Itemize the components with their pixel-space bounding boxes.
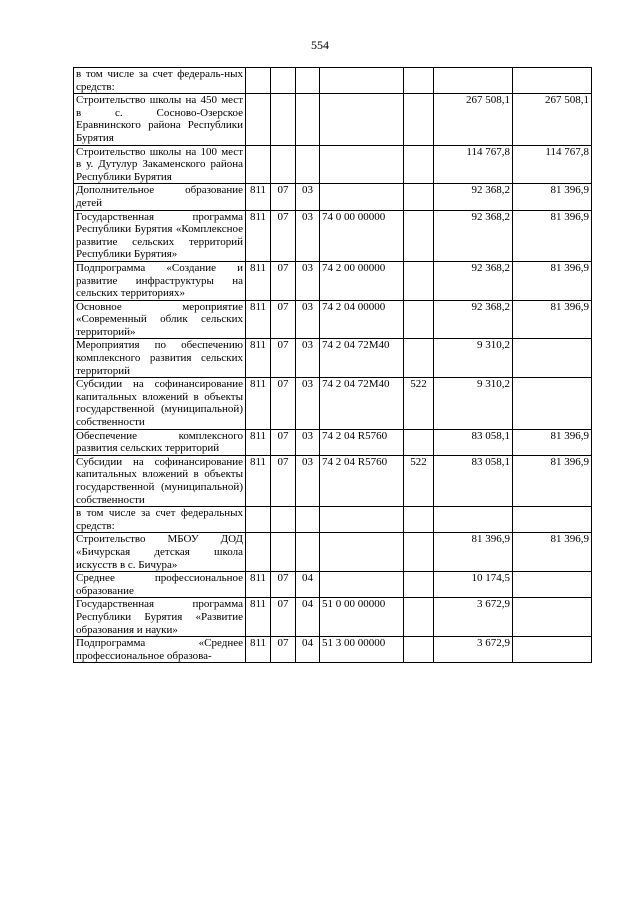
amount-year1-cell: 81 396,9: [434, 533, 513, 572]
ministry-code-cell: 811: [246, 572, 271, 598]
table-row: [74, 507, 592, 533]
target-article-code-cell: 51 0 00 00000: [320, 598, 404, 637]
amount-year2-cell: 81 396,9: [513, 184, 592, 210]
amount-year2-cell: [513, 378, 592, 429]
amount-year2-cell: 114 767,8: [513, 145, 592, 184]
section-code-cell: [271, 94, 296, 145]
table-row: [74, 429, 592, 455]
target-article-code-cell: [320, 572, 404, 598]
subsection-code-cell: 03: [296, 339, 320, 378]
subsection-code-cell: [296, 68, 320, 94]
target-article-code-cell: 74 2 00 00000: [320, 261, 404, 300]
target-article-code-cell: 51 3 00 00000: [320, 637, 404, 663]
table-row: [74, 145, 592, 184]
table-row: [74, 378, 592, 429]
ministry-code-cell: 811: [246, 378, 271, 429]
amount-year1-cell: [434, 68, 513, 94]
table-row: [74, 339, 592, 378]
amount-year1-cell: 92 368,2: [434, 300, 513, 339]
amount-year1-cell: 9 310,2: [434, 339, 513, 378]
amount-year1-cell: 3 672,9: [434, 637, 513, 663]
ministry-code-cell: [246, 533, 271, 572]
target-article-code-cell: [320, 184, 404, 210]
subsection-code-cell: [296, 94, 320, 145]
section-code-cell: 07: [271, 210, 296, 261]
section-code-cell: [271, 145, 296, 184]
row-name-cell: Государственная программа Республики Бурятия «Развитие образования и науки»: [74, 598, 246, 637]
target-article-code-cell: 74 0 00 00000: [320, 210, 404, 261]
section-code-cell: [271, 533, 296, 572]
row-name-cell: Строительство МБОУ ДОД «Бичурская детская школа искусств в с. Бичура»: [74, 533, 246, 572]
row-name-cell: Строительство школы на 100 мест в у. Дутулур Закаменского района Республики Бурятия: [74, 145, 246, 184]
row-name-cell: в том числе за счет федераль-ных средств:: [74, 68, 246, 94]
table-row: [74, 94, 592, 145]
table-row: [74, 572, 592, 598]
amount-year1-cell: 92 368,2: [434, 261, 513, 300]
amount-year2-cell: 81 396,9: [513, 261, 592, 300]
expense-type-code-cell: [404, 507, 434, 533]
expense-type-code-cell: 522: [404, 455, 434, 506]
target-article-code-cell: [320, 533, 404, 572]
row-name-cell: Подпрограмма «Среднее профессиональное образова-: [74, 637, 246, 663]
section-code-cell: 07: [271, 184, 296, 210]
target-article-code-cell: 74 2 04 R5760: [320, 429, 404, 455]
ministry-code-cell: [246, 68, 271, 94]
ministry-code-cell: [246, 94, 271, 145]
amount-year2-cell: [513, 68, 592, 94]
subsection-code-cell: 04: [296, 572, 320, 598]
ministry-code-cell: 811: [246, 210, 271, 261]
expense-type-code-cell: [404, 145, 434, 184]
amount-year2-cell: [513, 637, 592, 663]
section-code-cell: 07: [271, 429, 296, 455]
table-row: [74, 533, 592, 572]
subsection-code-cell: 03: [296, 378, 320, 429]
ministry-code-cell: [246, 145, 271, 184]
amount-year2-cell: 81 396,9: [513, 429, 592, 455]
expense-type-code-cell: [404, 210, 434, 261]
expense-type-code-cell: [404, 533, 434, 572]
target-article-code-cell: [320, 68, 404, 94]
subsection-code-cell: [296, 145, 320, 184]
section-code-cell: 07: [271, 339, 296, 378]
section-code-cell: 07: [271, 455, 296, 506]
ministry-code-cell: 811: [246, 300, 271, 339]
subsection-code-cell: 04: [296, 598, 320, 637]
amount-year1-cell: 92 368,2: [434, 210, 513, 261]
subsection-code-cell: [296, 507, 320, 533]
row-name-cell: Основное мероприятие «Современный облик сельских территорий»: [74, 300, 246, 339]
expense-type-code-cell: [404, 637, 434, 663]
section-code-cell: 07: [271, 378, 296, 429]
ministry-code-cell: 811: [246, 455, 271, 506]
section-code-cell: 07: [271, 300, 296, 339]
amount-year1-cell: 114 767,8: [434, 145, 513, 184]
target-article-code-cell: 74 2 04 72M40: [320, 339, 404, 378]
target-article-code-cell: 74 2 04 R5760: [320, 455, 404, 506]
row-name-cell: Обеспечение комплексного развития сельских территорий: [74, 429, 246, 455]
subsection-code-cell: 03: [296, 184, 320, 210]
amount-year1-cell: 92 368,2: [434, 184, 513, 210]
amount-year1-cell: 267 508,1: [434, 94, 513, 145]
section-code-cell: 07: [271, 261, 296, 300]
target-article-code-cell: [320, 94, 404, 145]
subsection-code-cell: [296, 533, 320, 572]
expense-type-code-cell: [404, 429, 434, 455]
subsection-code-cell: 04: [296, 637, 320, 663]
ministry-code-cell: 811: [246, 339, 271, 378]
target-article-code-cell: [320, 145, 404, 184]
table-row: [74, 455, 592, 506]
amount-year2-cell: [513, 572, 592, 598]
amount-year1-cell: 3 672,9: [434, 598, 513, 637]
table-row: [74, 598, 592, 637]
expense-type-code-cell: [404, 339, 434, 378]
ministry-code-cell: 811: [246, 261, 271, 300]
table-row: [74, 637, 592, 663]
expense-type-code-cell: [404, 572, 434, 598]
ministry-code-cell: [246, 507, 271, 533]
subsection-code-cell: 03: [296, 261, 320, 300]
amount-year2-cell: [513, 507, 592, 533]
section-code-cell: 07: [271, 572, 296, 598]
table-row: [74, 300, 592, 339]
row-name-cell: Государственная программа Республики Бурятия «Комплексное развитие сельских территорий Республики Бурятия»: [74, 210, 246, 261]
amount-year2-cell: 81 396,9: [513, 455, 592, 506]
amount-year1-cell: 9 310,2: [434, 378, 513, 429]
expense-type-code-cell: [404, 68, 434, 94]
target-article-code-cell: 74 2 04 00000: [320, 300, 404, 339]
subsection-code-cell: 03: [296, 429, 320, 455]
section-code-cell: [271, 507, 296, 533]
row-name-cell: Среднее профессиональное образование: [74, 572, 246, 598]
row-name-cell: в том числе за счет федеральных средств:: [74, 507, 246, 533]
expense-type-code-cell: 522: [404, 378, 434, 429]
ministry-code-cell: 811: [246, 429, 271, 455]
amount-year1-cell: 10 174,5: [434, 572, 513, 598]
amount-year2-cell: [513, 598, 592, 637]
amount-year1-cell: [434, 507, 513, 533]
amount-year1-cell: 83 058,1: [434, 455, 513, 506]
expense-type-code-cell: [404, 184, 434, 210]
ministry-code-cell: 811: [246, 184, 271, 210]
row-name-cell: Субсидии на софинансирование капитальных вложений в объекты государственной (муниципальной) собственности: [74, 455, 246, 506]
table-row: [74, 184, 592, 210]
section-code-cell: 07: [271, 598, 296, 637]
table-row: [74, 261, 592, 300]
subsection-code-cell: 03: [296, 300, 320, 339]
target-article-code-cell: 74 2 04 72M40: [320, 378, 404, 429]
budget-table-body: [74, 68, 592, 663]
target-article-code-cell: [320, 507, 404, 533]
budget-table: [73, 67, 592, 663]
amount-year2-cell: 81 396,9: [513, 533, 592, 572]
ministry-code-cell: 811: [246, 598, 271, 637]
page-number: 554: [311, 38, 329, 52]
amount-year2-cell: [513, 339, 592, 378]
row-name-cell: Строительство школы на 450 мест в с. Сосново-Озерское Еравнинского района Республики Бурятия: [74, 94, 246, 145]
amount-year1-cell: 83 058,1: [434, 429, 513, 455]
amount-year2-cell: 81 396,9: [513, 300, 592, 339]
table-row: [74, 68, 592, 94]
row-name-cell: Мероприятия по обеспечению комплексного развития сельских территорий: [74, 339, 246, 378]
expense-type-code-cell: [404, 598, 434, 637]
row-name-cell: Субсидии на софинансирование капитальных вложений в объекты государственной (муниципальной) собственности: [74, 378, 246, 429]
row-name-cell: Дополнительное образование детей: [74, 184, 246, 210]
row-name-cell: Подпрограмма «Создание и развитие инфраструктуры на сельских территориях»: [74, 261, 246, 300]
amount-year2-cell: 81 396,9: [513, 210, 592, 261]
subsection-code-cell: 03: [296, 210, 320, 261]
expense-type-code-cell: [404, 261, 434, 300]
ministry-code-cell: 811: [246, 637, 271, 663]
amount-year2-cell: 267 508,1: [513, 94, 592, 145]
expense-type-code-cell: [404, 94, 434, 145]
table-row: [74, 210, 592, 261]
section-code-cell: [271, 68, 296, 94]
expense-type-code-cell: [404, 300, 434, 339]
section-code-cell: 07: [271, 637, 296, 663]
subsection-code-cell: 03: [296, 455, 320, 506]
